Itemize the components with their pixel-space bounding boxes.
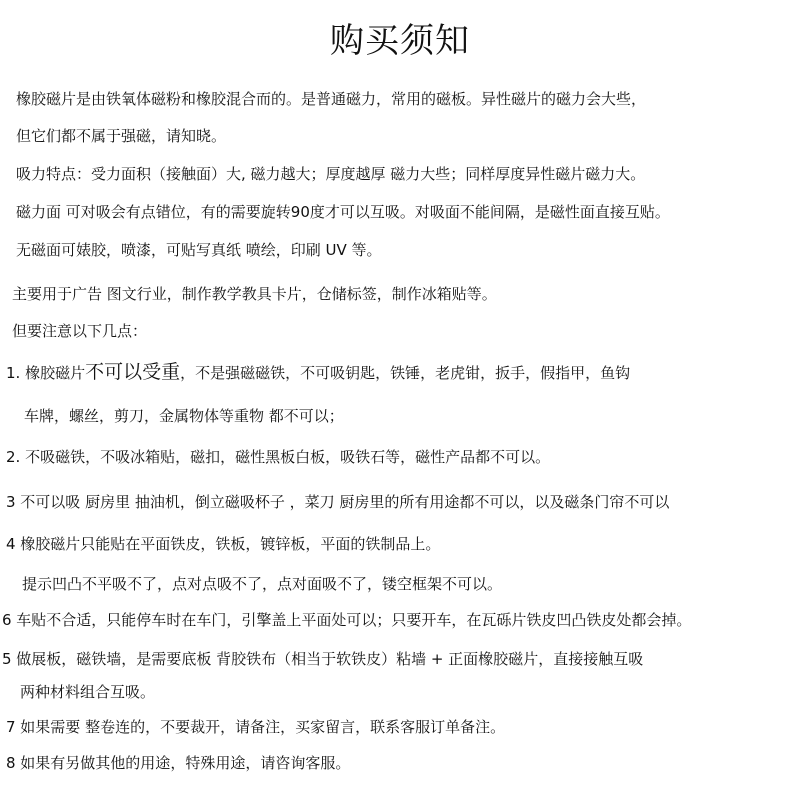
point-2-line: 2. 不吸磁铁，不吸冰箱贴，磁扣，磁性黑板白板，吸铁石等，磁性产品都不可以。 (6, 448, 551, 466)
page-title: 购买须知 (330, 21, 470, 61)
non-magnetic-face-line: 无磁面可婊胶，喷漆，可贴写真纸 喷绘，印刷 UV 等。 (16, 241, 382, 259)
point-8-line: 8 如果有另做其他的用途，特殊用途，请咨询客服。 (6, 754, 351, 772)
point-1-continuation: 车牌，螺丝，剪刀，金属物体等重物 都不可以； (24, 407, 344, 425)
point-6-line: 6 车贴不合适，只能停车时在车门，引擎盖上平面处可以；只要开车，在瓦砾片铁皮凹凸铁皮处都会掉。 (2, 611, 692, 629)
point-4-line: 4 橡胶磁片只能贴在平面铁皮，铁板，镀锌板，平面的铁制品上。 (6, 535, 441, 553)
attention-heading: 但要注意以下几点： (12, 322, 148, 340)
point-5-continuation: 两种材料组合互吸。 (20, 683, 156, 701)
point-4-tip: 提示凹凸不平吸不了，点对点吸不了，点对面吸不了，镂空框架不可以。 (22, 575, 503, 593)
point-5-line: 5 做展板，磁铁墙，是需要底板 背胶铁布（相当于软铁皮）粘墙 + 正面橡胶磁片，直接接触互吸 (2, 650, 644, 668)
point-1-line (6, 361, 630, 384)
magnetic-face-line: 磁力面 可对吸会有点错位，有的需要旋转90度才可以互吸。对吸面不能间隔，是磁性面直接互贴。 (16, 203, 670, 221)
point-7-line: 7 如果需要 整卷连的，不要裁开，请备注，买家留言，联系客服订单备注。 (6, 718, 506, 736)
point-1-emphasis: 不可以受重 (85, 361, 181, 383)
intro-line-2: 但它们都不属于强磁，请知晓。 (16, 127, 227, 145)
main-usage-line: 主要用于广告 图文行业，制作教学教具卡片，仓储标签，制作冰箱贴等。 (12, 285, 497, 303)
point-1-prefix: 1. 橡胶磁片 (6, 364, 86, 382)
suction-feature-line: 吸力特点：受力面积（接触面）大, 磁力越大；厚度越厚 磁力大些；同样厚度异性磁片磁力大。 (16, 165, 646, 183)
intro-line-1: 橡胶磁片是由铁氧体磁粉和橡胶混合而的。是普通磁力，常用的磁板。异性磁片的磁力会大些， (16, 90, 647, 108)
point-3-line: 3 不可以吸 厨房里 抽油机，倒立磁吸杯子 ，菜刀 厨房里的所有用途都不可以，以及磁条门帘不可以 (6, 493, 670, 511)
point-1-suffix: ，不是强磁磁铁，不可吸钥匙，铁锤，老虎钳，扳手，假指甲，鱼钩 (180, 364, 631, 382)
